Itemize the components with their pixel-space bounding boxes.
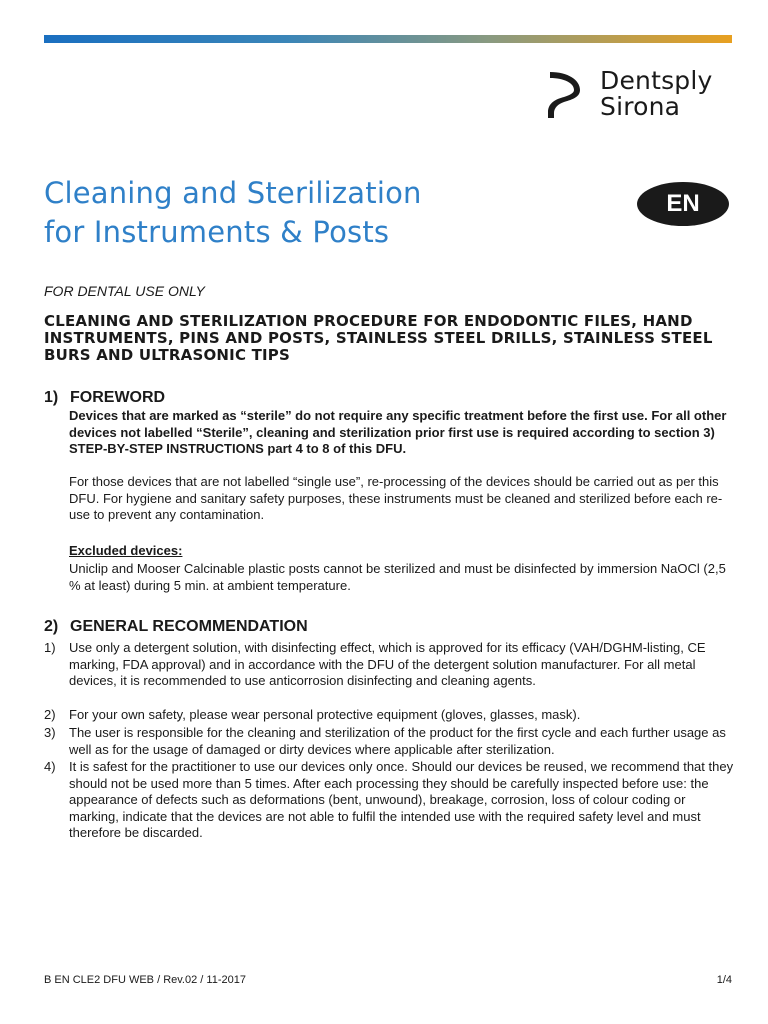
language-badge: EN (637, 182, 729, 226)
list-item-number: 1) (44, 640, 56, 655)
procedure-heading: CLEANING AND STERILIZATION PROCEDURE FOR ENDODONTIC FILES, HAND INSTRUMENTS, PINS AND POSTS, STAINLESS STEEL DRILLS, STAINLESS STEEL BURS AND ULTRASONIC TIPS (44, 312, 713, 364)
title-line-1: Cleaning and Sterilization (44, 176, 422, 210)
logo-mark-icon (546, 70, 586, 120)
title-line-2: for Instruments & Posts (44, 215, 390, 249)
dentsply-sirona-logo (546, 66, 736, 122)
list-item (44, 640, 734, 690)
section-title: GENERAL RECOMMENDATION (70, 618, 308, 635)
list-item-text: For your own safety, please wear personal protective equipment (gloves, glasses, mask). (69, 707, 581, 722)
logo-text-dentsply: Dentsply (600, 66, 713, 95)
list-item-number: 4) (44, 759, 56, 774)
section-number: 2) (44, 618, 59, 635)
logo-text-sirona: Sirona (600, 92, 681, 121)
section-title: FOREWORD (70, 389, 166, 406)
list-item (44, 707, 734, 724)
list-item-number: 2) (44, 707, 56, 722)
excluded-devices-label: Excluded devices: (69, 543, 183, 558)
general-recommendation-heading (44, 618, 308, 636)
foreword-paragraph: For those devices that are not labelled “single use”, re-processing of the devices should be carried out as per this DFU. For hygiene and sanitary safety purposes, these instruments must be cleaned and sterilized before each re-use to prevent any contamination. (69, 474, 723, 522)
excluded-devices-text: Uniclip and Mooser Calcinable plastic posts cannot be sterilized and must be disinfected by immersion NaOCl (2,5 % at least) during 5 min. at ambient temperature. (69, 561, 726, 593)
foreword-bold-paragraph: Devices that are marked as “sterile” do not require any specific treatment before the first use. For all other devices not labelled “Sterile”, cleaning and sterilization prior first use is required according to section 3) STEP-BY-STEP INSTRUCTIONS part 4 to 8 of this DFU. (69, 408, 727, 456)
list-item (44, 759, 734, 842)
document-title (44, 174, 422, 252)
list-item-text: The user is responsible for the cleaning and sterilization of the product for the first cycle and each further usage as well as for the usage of damaged or dirty devices where applicable after sterilization. (69, 725, 726, 757)
document-reference: B EN CLE2 DFU WEB / Rev.02 / 11-2017 (44, 974, 246, 986)
list-item-number: 3) (44, 725, 56, 740)
list-item-text: It is safest for the practitioner to use our devices only once. Should our devices be reused, we recommend that they should not be used more than 5 times. After each processing they should be carefully inspected before use: the appearance of defects such as deformations (bent, unwound), breakage, corrosion, loss of colour coding or marking, indicate that the devices are not able to fulfil the intended use with the required safety level and must therefore be discarded. (69, 759, 734, 840)
page-number: 1/4 (716, 974, 732, 986)
top-gradient-bar (44, 35, 732, 43)
list-item-text: Use only a detergent solution, with disinfecting effect, which is approved for its efficacy (VAH/DGHM-listing, CE marking, FDA approval) and in accordance with the DFU of the detergent solution manufacturer. For all metal devices, it is recommended to use anticorrosion disinfecting and cleaning agents. (69, 640, 706, 688)
foreword-heading (44, 389, 165, 407)
dental-use-notice: FOR DENTAL USE ONLY (44, 283, 205, 299)
section-number: 1) (44, 389, 59, 406)
list-item (44, 725, 734, 758)
